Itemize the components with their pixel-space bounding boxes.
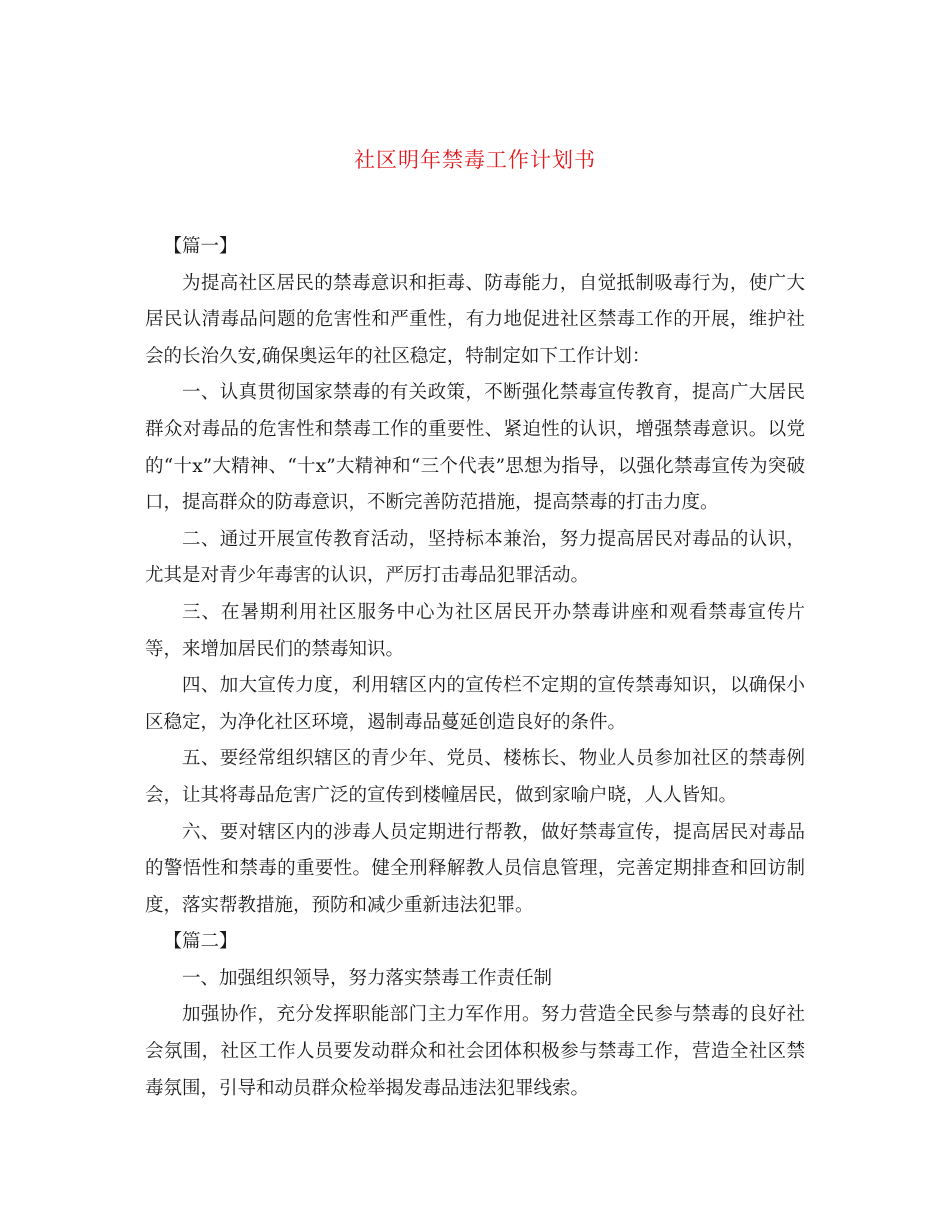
paragraph-item-4: 四、加大宣传力度，利用辖区内的宣传栏不定期的宣传禁毒知识，以确保小区稳定，为净化社区环境，遏制毒品蔓延创造良好的条件。: [145, 675, 805, 733]
paragraph-item-3: 三、在暑期利用社区服务中心为社区居民开办禁毒讲座和观看禁毒宣传片等，来增加居民们的禁毒知识。: [145, 601, 805, 660]
paragraph-item-1: 一、认真贯彻国家禁毒的有关政策，不断强化禁毒宣传教育，提高广大居民群众对毒品的危害性和禁毒工作的重要性、紧迫性的认识，增强禁毒意识。以党的“十x”大精神、“十x”大精神和“三个代表”思想为指导，以强化禁毒宣传为突破口，提高群众的防毒意识，不断完善防范措施，提高禁毒的打击力度。: [145, 382, 805, 514]
paragraph-item-6: 六、要对辖区内的涉毒人员定期进行帮教，做好禁毒宣传，提高居民对毒品的警悟性和禁毒的重要性。健全刑释解教人员信息管理，完善定期排查和回访制度，落实帮教措施，预防和减少重新违法犯罪。: [145, 821, 805, 916]
paragraph-item-2: 二、通过开展宣传教育活动，坚持标本兼治，努力提高居民对毒品的认识，尤其是对青少年毒害的认识，严厉打击毒品犯罪活动。: [145, 528, 805, 587]
section-heading-part2: 【篇二】: [163, 931, 238, 953]
document-title: 社区明年禁毒工作计划书: [354, 148, 596, 172]
paragraph-item-5: 五、要经常组织辖区的青少年、党员、楼栋长、物业人员参加社区的禁毒例会，让其将毒品危害广泛的宣传到楼幢居民，做到家喻户晓，人人皆知。: [145, 748, 805, 806]
section-heading-part1: 【篇一】: [163, 236, 238, 257]
document-body: [145, 229, 805, 1107]
paragraph-subheading-1: 一、加强组织领导，努力落实禁毒工作责任制: [182, 967, 553, 989]
paragraph-coordination: 加强协作，充分发挥职能部门主力军作用。努力营造全民参与禁毒的良好社会氛围，社区工作人员要发动群众和社会团体积极参与禁毒工作，营造全社区禁毒氛围，引导和动员群众检举揭发毒品违法犯罪线索。: [145, 1004, 805, 1099]
paragraph-intro: 为提高社区居民的禁毒意识和拒毒、防毒能力，自觉抵制吸毒行为，使广大居民认清毒品问题的危害性和严重性，有力地促进社区禁毒工作的开展，维护社会的长治久安,确保奥运年的社区稳定，特制定如下工作计划：: [145, 272, 805, 367]
